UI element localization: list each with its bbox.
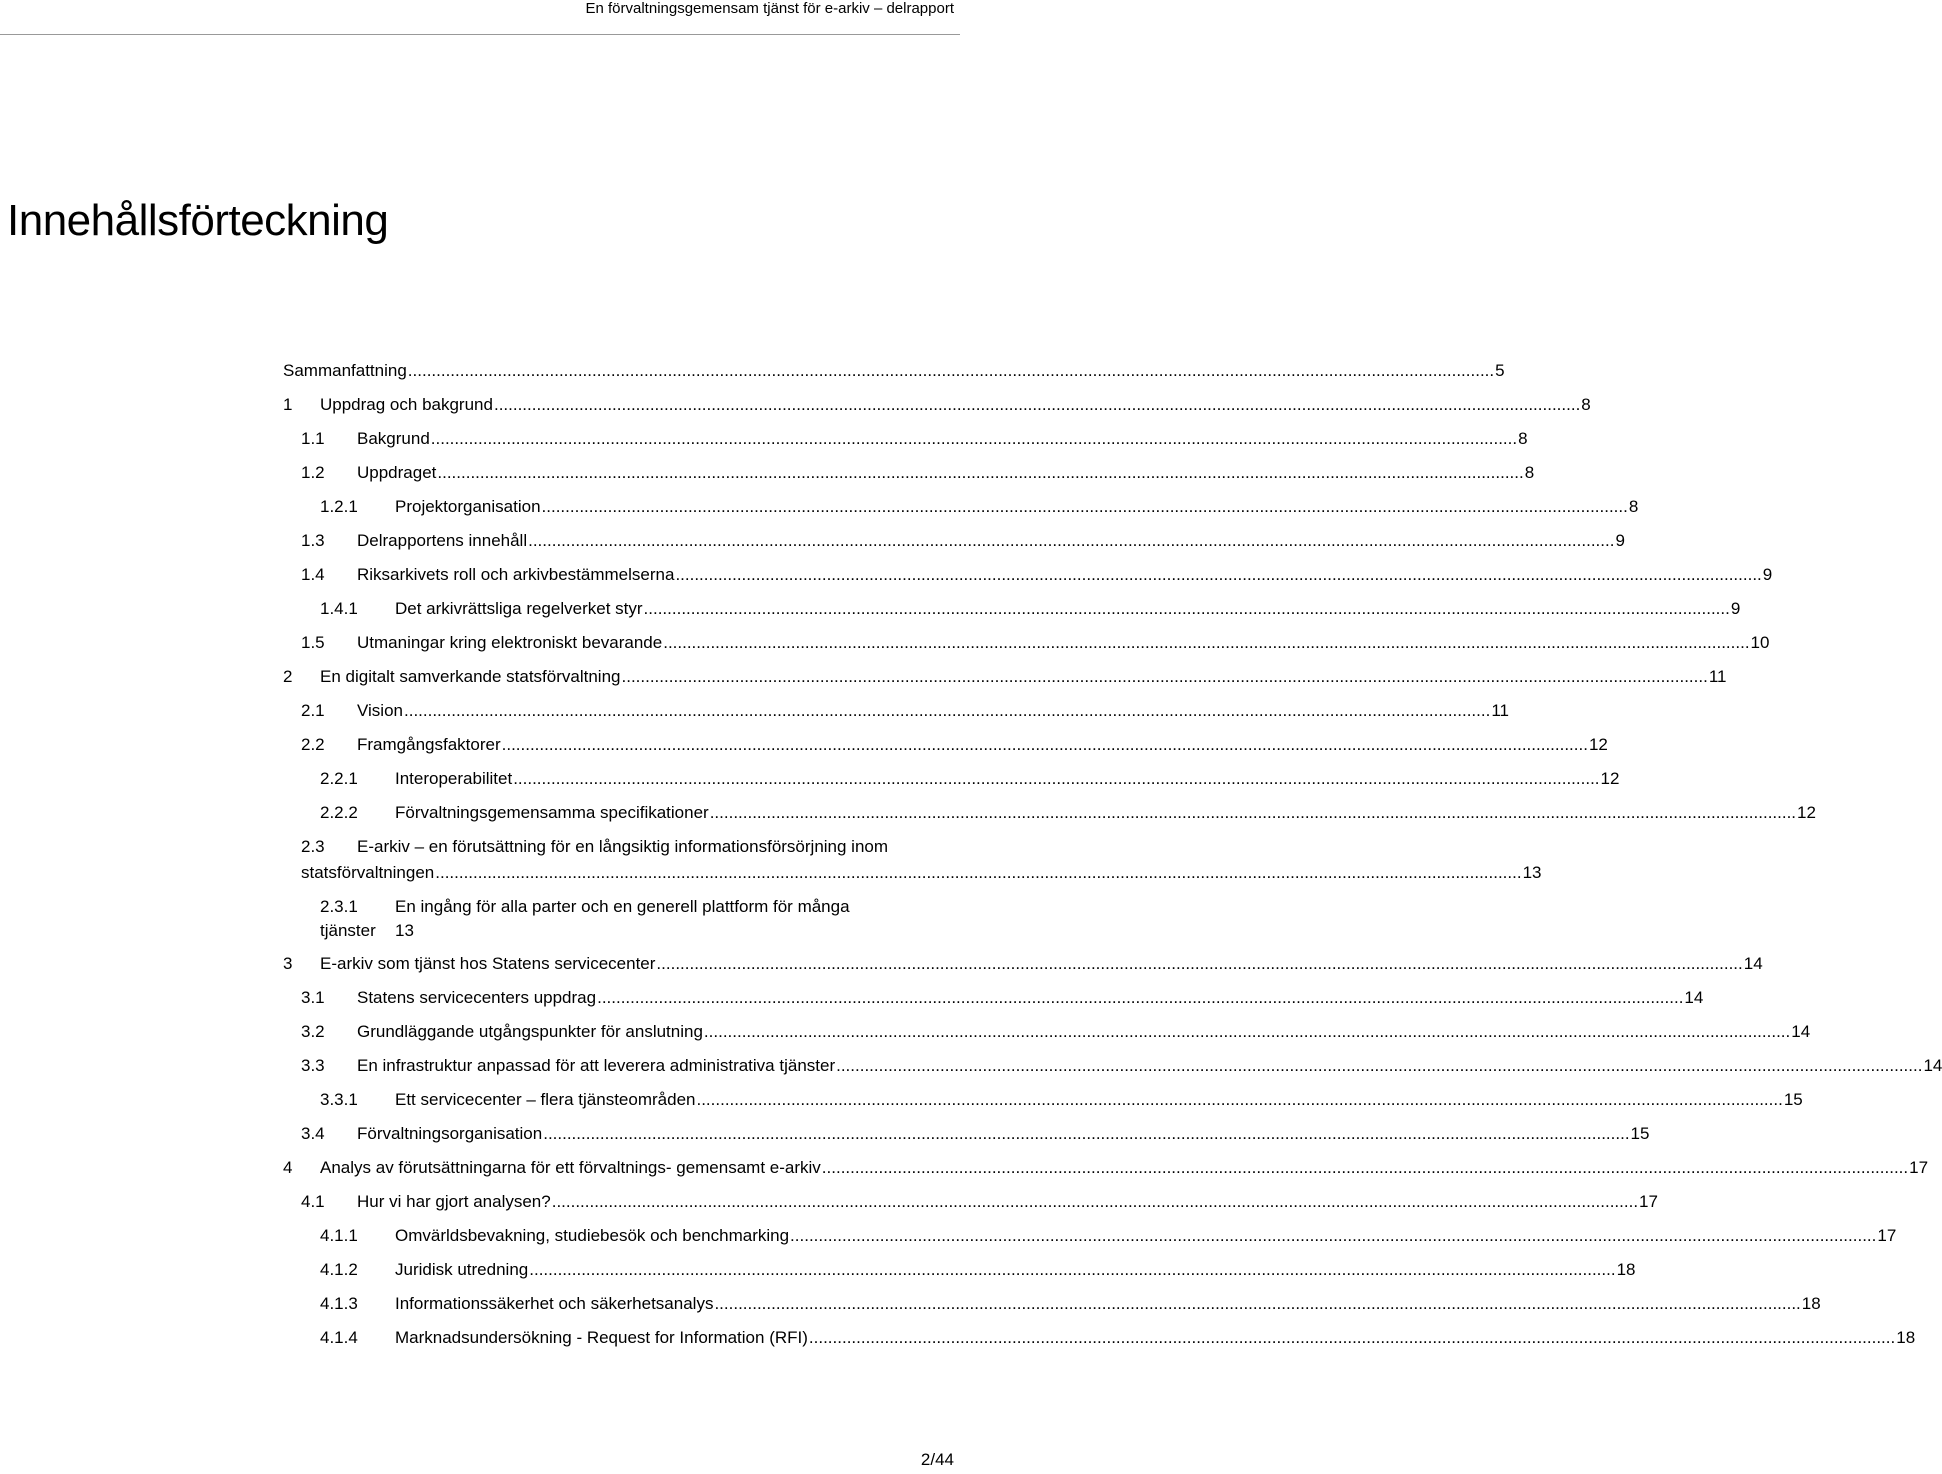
toc-entry-title: Marknadsundersökning - Request for Information (RFI) bbox=[395, 1328, 808, 1347]
toc-leader-dots bbox=[822, 1157, 1908, 1179]
toc-entry-number: 3.2 bbox=[301, 1022, 325, 1041]
toc-entry[interactable] bbox=[301, 530, 1625, 552]
toc-entry-number: 2.3.1 bbox=[320, 897, 358, 916]
toc-leader-dots bbox=[435, 862, 1521, 884]
toc-entry-page: 12 bbox=[1797, 803, 1816, 822]
header-divider bbox=[0, 34, 960, 35]
toc-entry-number: 4.1.3 bbox=[320, 1294, 358, 1313]
toc-leader-dots bbox=[502, 734, 1588, 756]
toc-entry[interactable] bbox=[320, 1327, 1916, 1349]
toc-entry-page: 18 bbox=[1801, 1294, 1821, 1313]
toc-entry-title: E-arkiv – en förutsättning för en långsiktig informationsförsörjning inom bbox=[357, 837, 889, 856]
toc-leader-dots bbox=[704, 1021, 1790, 1043]
toc-entry-title: Förvaltningsorganisation bbox=[357, 1124, 543, 1143]
toc-leader-dots bbox=[543, 1123, 1629, 1145]
toc-entry-page: 14 bbox=[1684, 988, 1704, 1007]
toc-entry-title: Hur vi har gjort analysen? bbox=[357, 1192, 551, 1211]
toc-entry-number: 2.2.1 bbox=[320, 769, 358, 788]
toc-entry-title: Informationssäkerhet och säkerhetsanalys bbox=[395, 1294, 714, 1313]
toc-entry[interactable] bbox=[301, 428, 1528, 450]
toc-entry-page: 18 bbox=[1616, 1260, 1636, 1279]
toc-entry[interactable] bbox=[320, 1293, 1821, 1315]
page-title: Innehållsförteckning bbox=[7, 196, 389, 245]
toc-entry[interactable] bbox=[320, 896, 955, 918]
toc-entry-page: 15 bbox=[1783, 1090, 1803, 1109]
toc-entry-number: 1.4.1 bbox=[320, 599, 358, 618]
toc-leader-dots bbox=[696, 1089, 1782, 1111]
toc-entry[interactable] bbox=[301, 564, 1773, 586]
toc-entry-page: 17 bbox=[1639, 1192, 1658, 1211]
toc-leader-dots bbox=[431, 428, 1517, 450]
toc-leader-dots bbox=[404, 700, 1490, 722]
toc-leader-dots bbox=[494, 394, 1580, 416]
toc-leader-dots bbox=[656, 953, 1742, 975]
toc-entry-title: Analys av förutsättningarna för ett förvaltnings- gemensamt e-arkiv bbox=[320, 1158, 821, 1177]
toc-leader-dots bbox=[790, 1225, 1876, 1247]
toc-leader-dots bbox=[529, 1259, 1615, 1281]
toc-entry-number: 1.4 bbox=[301, 565, 325, 584]
toc-leader-dots bbox=[408, 360, 1494, 382]
toc-entry-title: Statens servicecenters uppdrag bbox=[357, 988, 597, 1007]
running-header: En förvaltningsgemensam tjänst för e-arkiv – delrapport bbox=[585, 0, 954, 17]
toc-entry-number: 2.2 bbox=[301, 735, 325, 754]
toc-entry-title: Projektorganisation bbox=[395, 497, 541, 516]
toc-entry[interactable] bbox=[301, 1055, 1942, 1077]
toc-leader-dots bbox=[710, 802, 1796, 824]
toc-entry-title: Grundläggande utgångspunkter för anslutning bbox=[357, 1022, 703, 1041]
toc-entry-page: 10 bbox=[1750, 633, 1770, 652]
toc-entry-page: 11 bbox=[1491, 701, 1509, 720]
toc-entry[interactable] bbox=[283, 953, 1763, 975]
toc-leader-dots bbox=[809, 1327, 1895, 1349]
toc-entry-title: Förvaltningsgemensamma specifikationer bbox=[395, 803, 709, 822]
toc-entry[interactable] bbox=[301, 632, 1770, 654]
toc-entry-page: 8 bbox=[1518, 429, 1528, 448]
toc-entry[interactable] bbox=[301, 1123, 1650, 1145]
page-number: 2/44 bbox=[920, 1450, 954, 1469]
toc-entry-page: 9 bbox=[1730, 599, 1741, 618]
toc-entry-title-continued: tjänster bbox=[320, 921, 376, 940]
toc-entry-title: Riksarkivets roll och arkivbestämmelserna bbox=[357, 565, 675, 584]
toc-entry-page: 14 bbox=[1791, 1022, 1811, 1041]
toc-entry-continuation[interactable] bbox=[301, 862, 1542, 884]
toc-entry-number: 2.1 bbox=[301, 701, 325, 720]
toc-entry-page: 13 bbox=[395, 921, 414, 940]
toc-entry[interactable] bbox=[301, 987, 1704, 1009]
toc-entry-number: 2.2.2 bbox=[320, 803, 358, 822]
toc-entry[interactable] bbox=[301, 462, 1535, 484]
toc-entry-page: 13 bbox=[1522, 863, 1542, 882]
toc-entry-page: 15 bbox=[1630, 1124, 1650, 1143]
toc-entry[interactable] bbox=[320, 496, 1639, 518]
toc-entry[interactable] bbox=[283, 394, 1591, 416]
toc-entry-number: 1 bbox=[283, 395, 293, 414]
toc-entry[interactable] bbox=[283, 1157, 1929, 1179]
toc-entry-number: 3.3.1 bbox=[320, 1090, 358, 1109]
toc-leader-dots bbox=[597, 987, 1683, 1009]
toc-entry[interactable] bbox=[283, 666, 1727, 688]
toc-entry-title: En digitalt samverkande statsförvaltning bbox=[320, 667, 621, 686]
toc-entry-page: 17 bbox=[1909, 1158, 1929, 1177]
toc-entry-page: 5 bbox=[1495, 361, 1505, 380]
toc-entry-number: 3.3 bbox=[301, 1056, 325, 1075]
toc-entry-page: 9 bbox=[1615, 531, 1625, 550]
toc-entry-page: 11 bbox=[1708, 667, 1727, 686]
toc-entry-page: 9 bbox=[1762, 565, 1773, 584]
toc-entry[interactable] bbox=[320, 802, 1816, 824]
toc-leader-dots bbox=[513, 768, 1599, 790]
toc-entry-title: Uppdrag och bakgrund bbox=[320, 395, 493, 414]
toc-entry[interactable] bbox=[283, 360, 1505, 382]
toc-entry-title: Delrapportens innehåll bbox=[357, 531, 528, 550]
toc-entry-number: 3.4 bbox=[301, 1124, 325, 1143]
toc-entry-page: 17 bbox=[1877, 1226, 1897, 1245]
toc-entry-title: En infrastruktur anpassad för att leverera administrativa tjänster bbox=[357, 1056, 836, 1075]
toc-entry-title: Interoperabilitet bbox=[395, 769, 513, 788]
toc-entry-title: Det arkivrättsliga regelverket styr bbox=[395, 599, 643, 618]
toc-entry-title: E-arkiv som tjänst hos Statens servicecenter bbox=[320, 954, 656, 973]
toc-entry-page: 14 bbox=[1923, 1056, 1942, 1075]
toc-entry[interactable] bbox=[301, 1191, 1658, 1213]
toc-entry-title: Uppdraget bbox=[357, 463, 437, 482]
toc-entry-title: Ett servicecenter – flera tjänsteområden bbox=[395, 1090, 696, 1109]
toc-entry-title: En ingång för alla parter och en generell plattform för många bbox=[395, 897, 850, 916]
toc-entry-number: 4.1.4 bbox=[320, 1328, 358, 1347]
toc-entry[interactable] bbox=[320, 1089, 1803, 1111]
toc-entry-page: 8 bbox=[1628, 497, 1639, 516]
toc-entry-page: 14 bbox=[1743, 954, 1763, 973]
toc-leader-dots bbox=[675, 564, 1761, 586]
toc-entry-title: Utmaningar kring elektroniskt bevarande bbox=[357, 633, 663, 652]
toc-entry[interactable] bbox=[301, 1021, 1811, 1043]
toc-entry-number: 1.5 bbox=[301, 633, 325, 652]
toc-entry[interactable] bbox=[301, 700, 1509, 722]
toc-entry[interactable] bbox=[320, 1259, 1636, 1281]
toc-entry-number: 2 bbox=[283, 667, 293, 686]
toc-entry-number: 2.3 bbox=[301, 837, 325, 856]
toc-entry[interactable] bbox=[320, 598, 1741, 620]
toc-leader-dots bbox=[663, 632, 1749, 654]
toc-entry-number: 1.2 bbox=[301, 463, 325, 482]
toc-entry-title: Bakgrund bbox=[357, 429, 430, 448]
toc-entry-number: 4 bbox=[283, 1158, 293, 1177]
toc-leader-dots bbox=[542, 496, 1628, 518]
toc-entry-number: 1.1 bbox=[301, 429, 325, 448]
toc-entry-number: 4.1 bbox=[301, 1192, 325, 1211]
toc-entry[interactable] bbox=[301, 734, 1608, 756]
toc-entry-number: 3 bbox=[283, 954, 293, 973]
toc-entry-title-continued: statsförvaltningen bbox=[301, 863, 435, 882]
toc-entry-title: Sammanfattning bbox=[283, 361, 407, 380]
toc-leader-dots bbox=[552, 1191, 1638, 1213]
toc-leader-dots bbox=[644, 598, 1730, 620]
toc-entry-page: 8 bbox=[1581, 395, 1591, 414]
toc-leader-dots bbox=[836, 1055, 1922, 1077]
toc-entry[interactable] bbox=[320, 1225, 1897, 1247]
toc-leader-dots bbox=[714, 1293, 1800, 1315]
toc-entry-number: 4.1.2 bbox=[320, 1260, 358, 1279]
toc-entry-number: 1.2.1 bbox=[320, 497, 358, 516]
toc-entry-page: 18 bbox=[1896, 1328, 1916, 1347]
toc-entry-page: 8 bbox=[1524, 463, 1535, 482]
toc-entry-title: Omvärldsbevakning, studiebesök och benchmarking bbox=[395, 1226, 790, 1245]
toc-leader-dots bbox=[622, 666, 1708, 688]
toc-entry-title: Framgångsfaktorer bbox=[357, 735, 501, 754]
toc-entry-continuation[interactable] bbox=[320, 920, 414, 942]
toc-entry[interactable] bbox=[320, 768, 1620, 790]
toc-entry-page: 12 bbox=[1588, 735, 1608, 754]
toc-leader-dots bbox=[528, 530, 1614, 552]
toc-entry-title: Juridisk utredning bbox=[395, 1260, 529, 1279]
toc-entry-page: 12 bbox=[1600, 769, 1620, 788]
toc-leader-dots bbox=[437, 462, 1523, 484]
toc-entry-title: Vision bbox=[357, 701, 403, 720]
toc-entry-number: 1.3 bbox=[301, 531, 325, 550]
toc-entry-number: 3.1 bbox=[301, 988, 325, 1007]
toc-entry[interactable] bbox=[301, 836, 955, 858]
toc-entry-number: 4.1.1 bbox=[320, 1226, 358, 1245]
